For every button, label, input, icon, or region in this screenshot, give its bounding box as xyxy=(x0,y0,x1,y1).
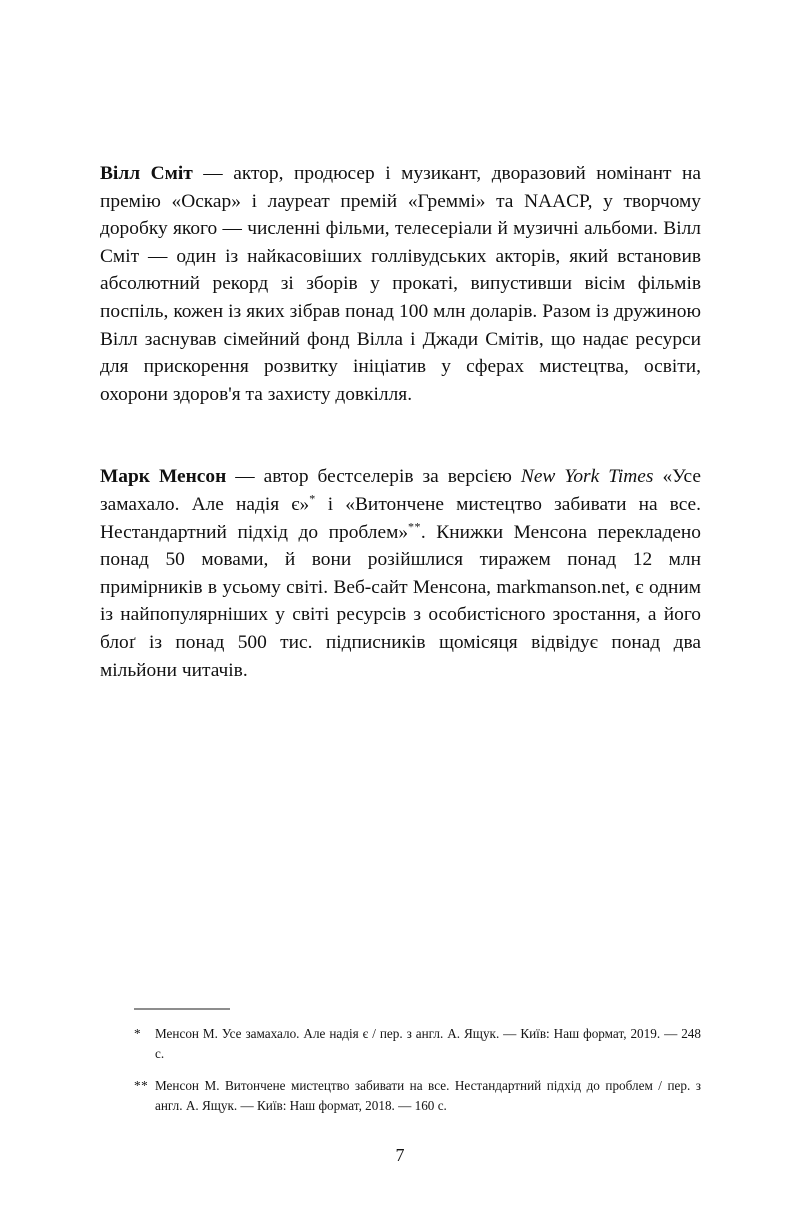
bio-text-will-smith: — актор, продюсер і музикант, дворазовий номінант на премію «Оскар» і лауреат премій «Греммі» та NAACP, у творчому доробку якого — численні фільми, телесеріали й музичні альбоми. Вілл Сміт — один із найкасовіших голлівудських акторів, який встановив абсолютний рекорд зі зборів у прокаті, випустивши вісім фільмів поспіль, кожен із яких зібрав понад 100 млн доларів. Разом із дружиною Вілл заснував сімейний фонд Вілла і Джади Смітів, що надає ресурси для прискорення розвитку ініціатив у сферах мистецтва, освіти, охорони здоров'я та захисту довкілля. xyxy=(100,163,701,405)
footnote-item xyxy=(100,1076,701,1117)
page-number: 7 xyxy=(395,1145,405,1165)
footnote-reference-1[interactable]: * xyxy=(309,491,316,506)
footnote-marker: ** xyxy=(134,1077,149,1093)
paragraph-mark-manson-bio xyxy=(100,463,701,684)
footnote-area xyxy=(100,1008,701,1117)
bio-text-segment-4: . Книжки Менсона перекладено понад 50 мовами, й вони розійшлися тиражем понад 12 млн примірників в усьому світі. Веб-сайт Менсона, markmanson.net, є одним із найпопулярніших у світі ресурсів з особистісного зростання, а його блоґ із понад 500 тис. підписників щомісяця відвідує понад два мільйони читачів. xyxy=(100,521,701,681)
footnote-text: Менсон М. Усе замахало. Але надія є / пер. з англ. А. Ящук. — Київ: Наш формат, 2019. — 248 с. xyxy=(155,1025,701,1061)
bio-text-segment-2: «Усе замахало. Але надія є» xyxy=(100,466,702,515)
footnote-reference-2[interactable]: ** xyxy=(408,519,421,534)
footnote-item xyxy=(100,1024,701,1065)
bio-lead-in-will-smith: Вілл Сміт xyxy=(100,163,193,184)
footnote-text: Менсон М. Витончене мистецтво забивати на все. Нестандартний підхід до проблем / пер. з англ. А. Ящук. — Київ: Наш формат, 2018. — 160 с. xyxy=(155,1077,701,1113)
bio-text-segment-3: і «Витончене мистецтво забивати на все. Нестандартний підхід до проблем» xyxy=(100,493,702,543)
footnote-separator-rule xyxy=(134,1008,230,1010)
paragraph-will-smith-bio xyxy=(100,160,701,408)
footnote-marker: * xyxy=(134,1025,142,1041)
publication-title-new-york-times: New York Times xyxy=(520,466,654,488)
body-text-block xyxy=(100,160,701,684)
bio-text-segment-1: — автор бестселерів за версією xyxy=(226,466,521,488)
bio-lead-in-mark-manson: Марк Менсон xyxy=(100,466,227,488)
